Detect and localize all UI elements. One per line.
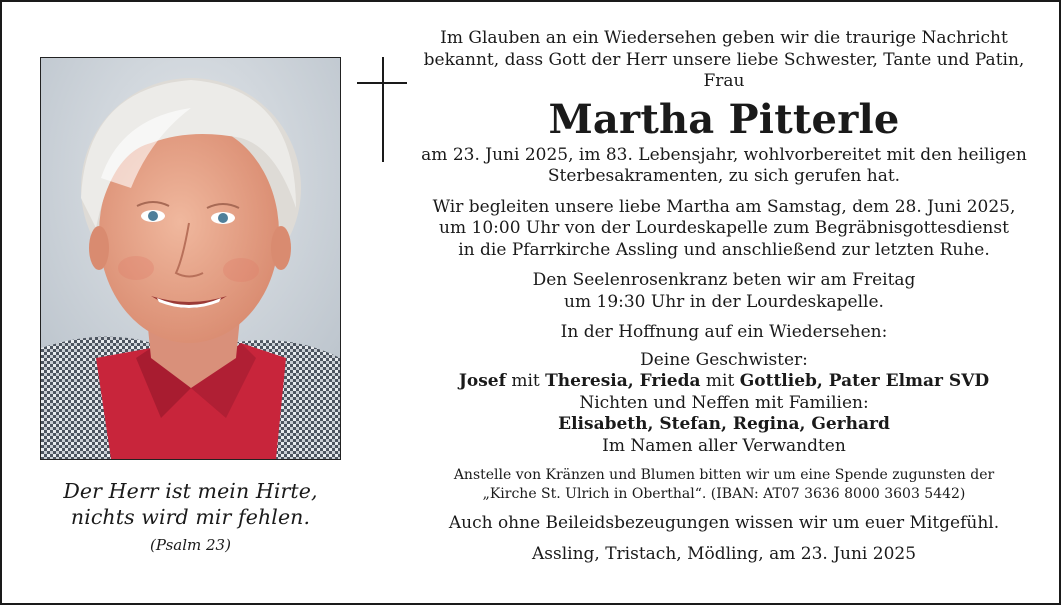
funeral-line-3: in die Pfarrkirche Assling und anschließend zur letzten Ruhe.: [458, 239, 990, 260]
portrait-photo-icon: [41, 58, 340, 459]
death-line-1: am 23. Juni 2025, im 83. Lebensjahr, wohlvorbereitet mit den heiligen: [421, 144, 1027, 165]
sibling-name-1: Josef: [458, 371, 506, 391]
hope-line: In der Hoffnung auf ein Wiedersehen:: [560, 322, 888, 342]
nieces-names: Elisabeth, Stefan, Regina, Gerhard: [558, 414, 890, 434]
rosary-line-1: Den Seelenrosenkranz beten wir am Freitag: [532, 270, 916, 290]
quote-line-1: Der Herr ist mein Hirte,: [63, 479, 318, 503]
place-date-line: Assling, Tristach, Mödling, am 23. Juni 2025: [531, 543, 917, 564]
sibling-name-3: Gottlieb, Pater Elmar SVD: [739, 371, 990, 391]
relatives-line: Im Namen aller Verwandten: [602, 435, 846, 456]
intro-line-1: Im Glauben an ein Wiedersehen geben wir die traurige Nachricht: [440, 28, 1008, 48]
mit-1: mit: [505, 371, 546, 391]
siblings-names: [410, 371, 1038, 393]
intro-line-2: bekannt, dass Gott der Herr unsere liebe Schwester, Tante und Patin,: [423, 49, 1025, 70]
rosary-line-2: um 19:30 Uhr in der Lourdeskapelle.: [564, 291, 884, 312]
cross-icon: [357, 57, 409, 165]
quote-line-2: nichts wird mir fehlen.: [70, 505, 311, 529]
quote-source: (Psalm 23): [150, 536, 231, 554]
mit-2: mit: [700, 371, 740, 391]
donation-line-2: „Kirche St. Ulrich in Oberthal“. (IBAN: AT07 3636 8000 3603 5442): [482, 486, 966, 502]
sibling-name-2: Theresia, Frieda: [545, 371, 701, 391]
deceased-name: Martha Pitterle: [548, 95, 900, 143]
donation-line-1: Anstelle von Kränzen und Blumen bitten wir um eine Spende zugunsten der: [453, 467, 995, 483]
funeral-line-1: Wir begleiten unsere liebe Martha am Samstag, dem 28. Juni 2025,: [432, 196, 1016, 217]
portrait-photo: [40, 57, 341, 460]
death-line-2: Sterbesakramenten, zu sich gerufen hat.: [547, 166, 901, 186]
intro-line-3: Frau: [703, 71, 745, 91]
nieces-heading: Nichten und Neffen mit Familien:: [579, 392, 869, 413]
obituary-text: [410, 28, 1038, 565]
funeral-line-2: um 10:00 Uhr von der Lourdeskapelle zum Begräbnisgottesdienst: [439, 218, 1009, 238]
condolence-line: Auch ohne Beileidsbezeugungen wissen wir um euer Mitgefühl.: [448, 513, 1000, 533]
siblings-heading: Deine Geschwister:: [640, 349, 808, 370]
bible-quote: [40, 478, 341, 530]
